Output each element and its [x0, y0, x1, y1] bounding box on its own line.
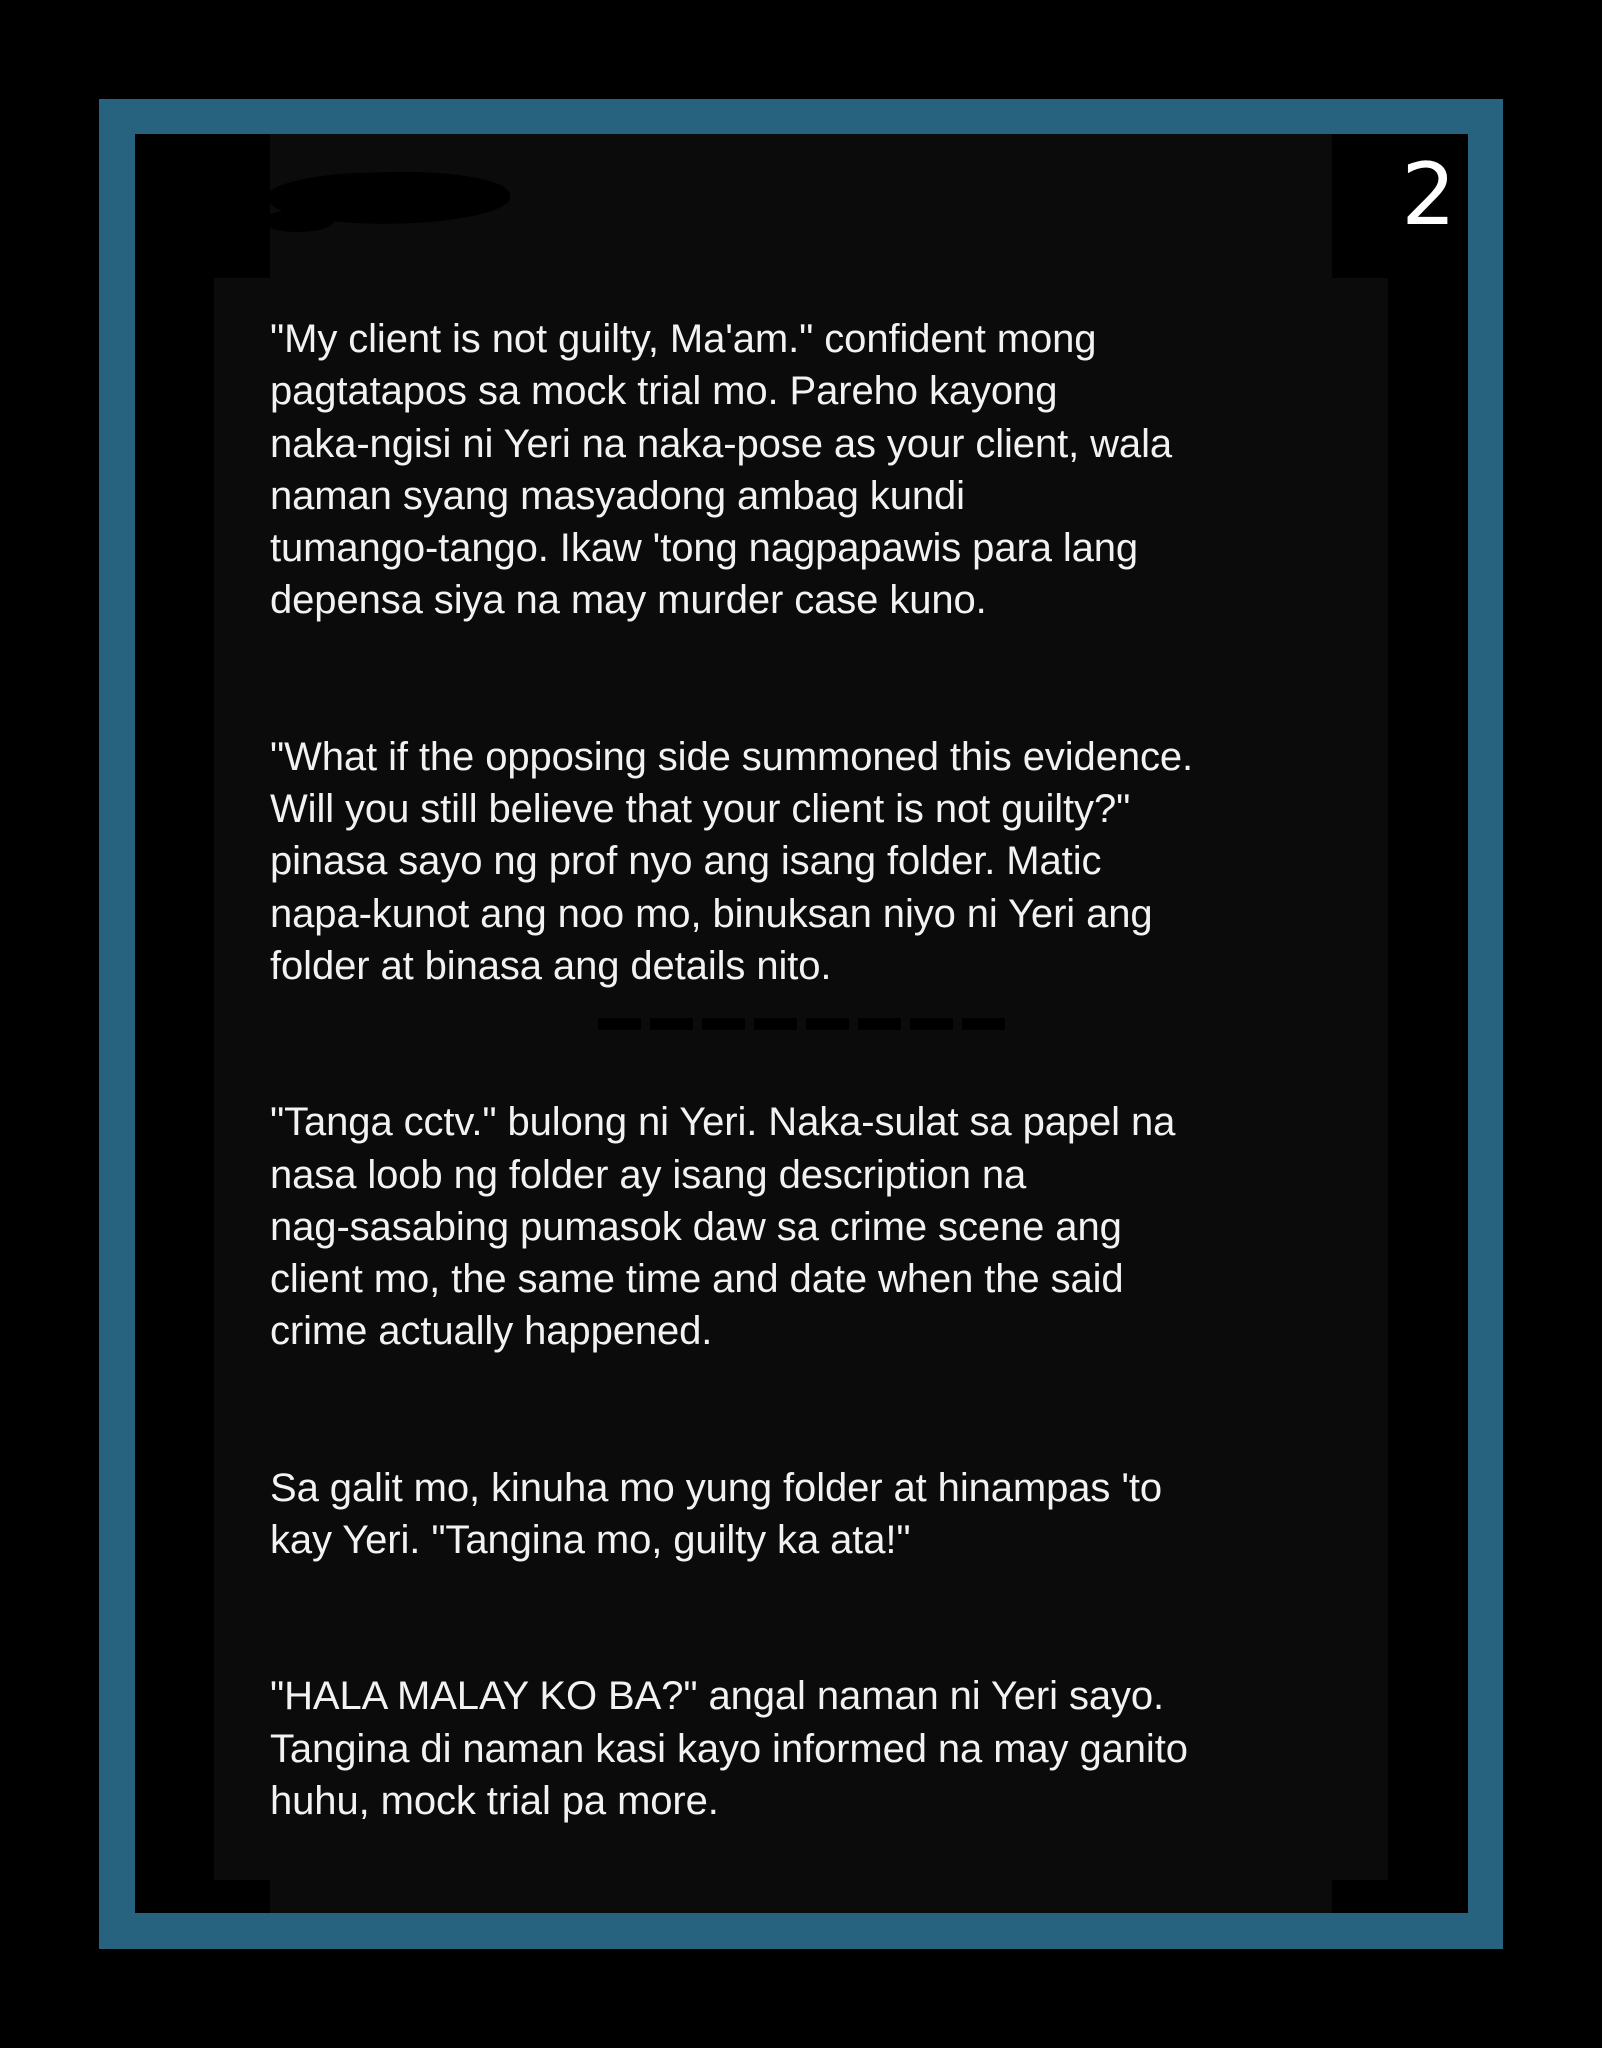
story-paragraph: "HALA MALAY KO BA?" angal naman ni Yeri sayo. Tangina di naman kasi kayo informed na may ganito huhu, mock trial pa more.: [270, 1674, 1188, 1823]
divider-dash: [598, 1018, 641, 1030]
divider-dash: [858, 1018, 901, 1030]
story-paragraph: "My client is not guilty, Ma'am." confident mong pagtatapos sa mock trial mo. Pareho kayong naka-ngisi ni Yeri na naka-pose as your client, wala naman syang masyadong ambag kundi tumango-tango. Ikaw 'tong nagpapawis para lang depensa siya na may murder case kuno.: [270, 317, 1173, 623]
divider-dash: [910, 1018, 953, 1030]
story-paragraph: Sa galit mo, kinuha mo yung folder at hinampas 'to kay Yeri. "Tangina mo, guilty ka ata!": [270, 1465, 1163, 1563]
redaction-mark-tail: [262, 210, 334, 232]
story-paragraph: "Tanga cctv." bulong ni Yeri. Naka-sulat sa papel na nasa loob ng folder ay isang description na nag-sasabing pumasok daw sa crime scene ang client mo, the same time and date when the said crime actually happened.: [270, 1100, 1176, 1354]
divider-dash: [702, 1018, 745, 1030]
dashed-divider: [598, 1018, 1008, 1030]
page-number: 2: [1401, 145, 1456, 245]
story-text: [270, 313, 1340, 1827]
divider-dash: [806, 1018, 849, 1030]
divider-dash: [650, 1018, 693, 1030]
story-paragraph: "What if the opposing side summoned this evidence. Will you still believe that your client is not guilty?" pinasa sayo ng prof nyo ang isang folder. Matic napa-kunot ang noo mo, binuksan niyo ni Yeri ang folder at binasa ang details nito.: [270, 734, 1194, 988]
divider-dash: [754, 1018, 797, 1030]
divider-dash: [962, 1018, 1005, 1030]
